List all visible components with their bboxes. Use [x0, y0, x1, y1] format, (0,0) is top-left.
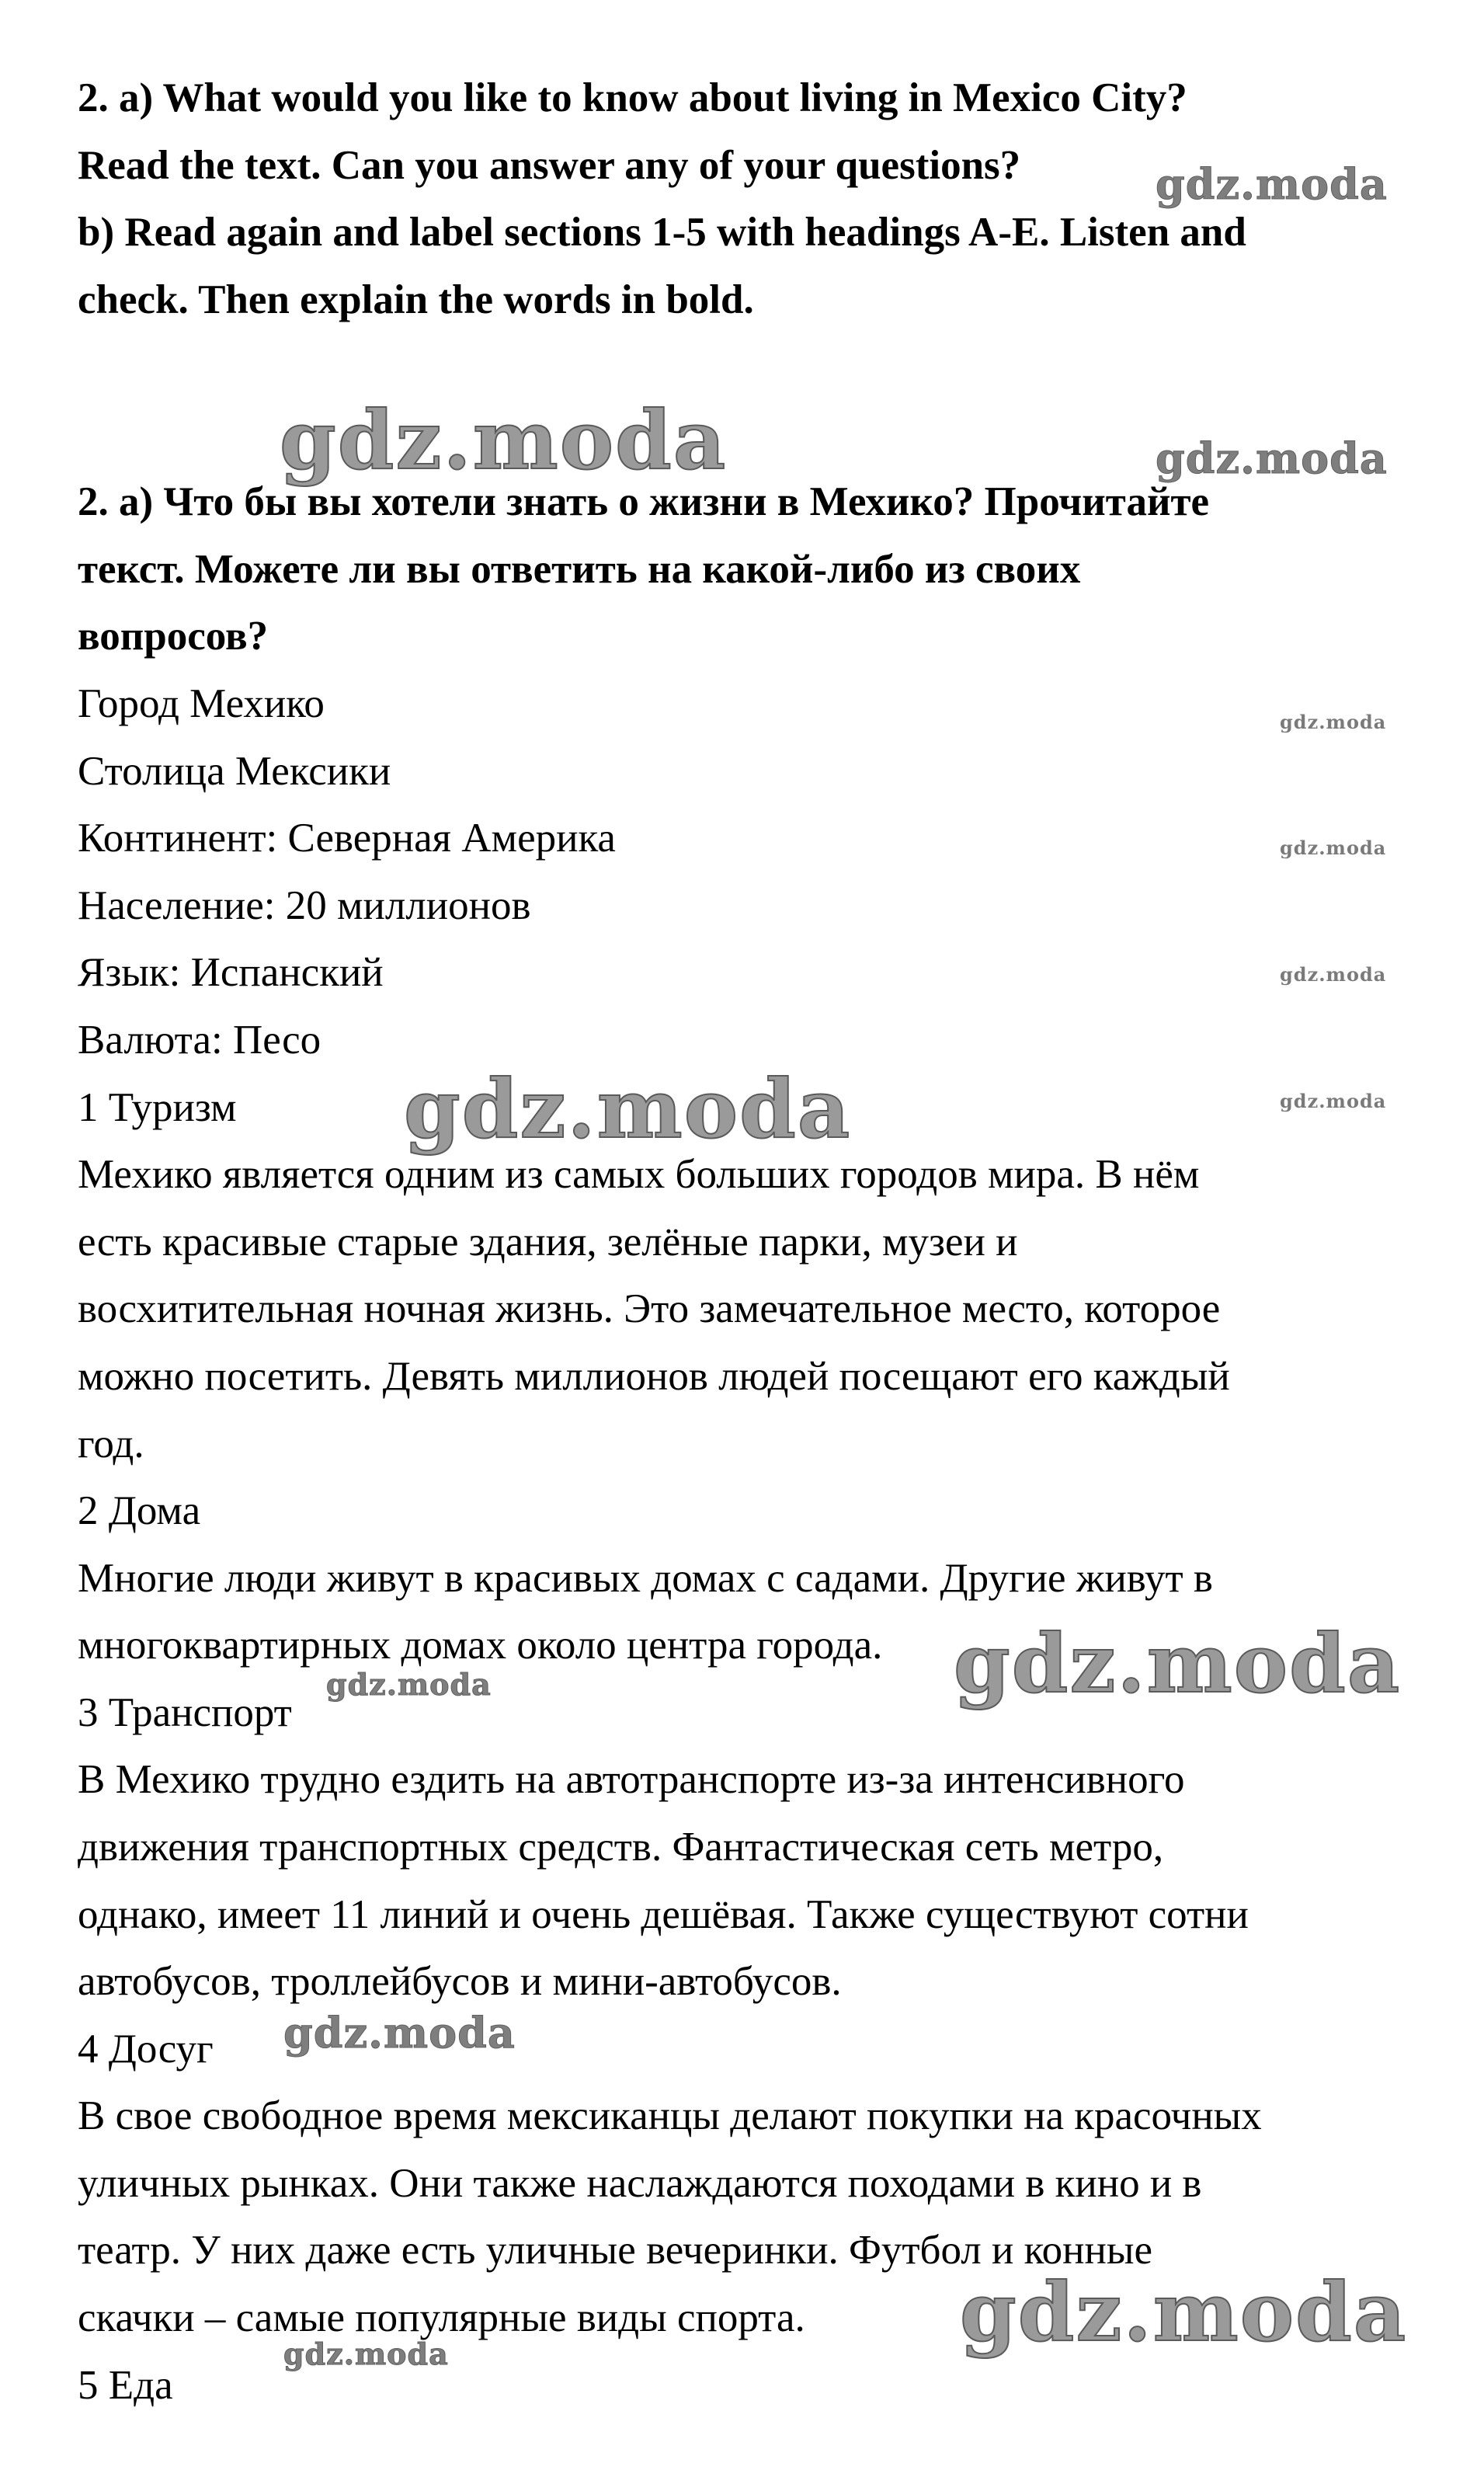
task-ru-line-3: вопросов?	[78, 614, 269, 659]
section-text-line: театр. У них даже есть уличные вечеринки. Футбол и конные	[78, 2228, 1153, 2273]
watermark: gdz.moda	[1156, 433, 1388, 483]
section-text-line: движения транспортных средств. Фантастическая сеть метро,	[78, 1825, 1164, 1870]
section-text-line: есть красивые старые здания, зелёные парки, музеи и	[78, 1219, 1018, 1265]
watermark: gdz.moda	[960, 2264, 1408, 2360]
watermark: gdz.moda	[283, 2336, 449, 2371]
section-heading-transport: 3 Транспорт	[78, 1690, 292, 1735]
fact-continent: Континент: Северная Америка	[78, 816, 616, 861]
section-heading-homes: 2 Дома	[78, 1488, 201, 1533]
fact-currency: Валюта: Песо	[78, 1018, 321, 1063]
task-ru-line-1: 2. а) Что бы вы хотели знать о жизни в Мехико? Прочитайте	[78, 479, 1210, 524]
section-text-line: В свое свободное время мексиканцы делают покупки на красочных	[78, 2093, 1262, 2138]
section-heading-leisure: 4 Досуг	[78, 2027, 214, 2072]
task-en-line-2: Read the text. Can you answer any of your questions?	[78, 143, 1021, 188]
watermark: gdz.moda	[326, 1667, 492, 1702]
section-heading-food: 5 Еда	[78, 2363, 173, 2408]
section-text-line: однако, имеет 11 линий и очень дешёвая. Также существуют сотни	[78, 1892, 1249, 1937]
section-text-line: Многие люди живут в красивых домах с садами. Другие живут в	[78, 1556, 1213, 1601]
watermark: gdz.moda	[283, 2008, 516, 2058]
section-text-line: скачки – самые популярные виды спорта.	[78, 2295, 805, 2340]
section-text-line: можно посетить. Девять миллионов людей посещают его каждый	[78, 1354, 1230, 1399]
fact-language: Язык: Испанский	[78, 950, 384, 995]
watermark: gdz.moda	[404, 1061, 852, 1157]
watermark: gdz.moda	[1280, 1090, 1387, 1112]
section-text-line: В Мехико трудно ездить на автотранспорте из-за интенсивного	[78, 1757, 1185, 1802]
task-en-line-4: check. Then explain the words in bold.	[78, 277, 754, 322]
watermark: gdz.moda	[1280, 711, 1387, 733]
task-ru-line-2: текст. Можете ли вы ответить на какой-либо из своих	[78, 547, 1081, 592]
watermark: gdz.moda	[1156, 159, 1388, 209]
section-text-line: уличных рынках. Они также наслаждаются походами в кино и в	[78, 2161, 1202, 2206]
watermark: gdz.moda	[280, 392, 728, 488]
section-heading-tourism: 1 Туризм	[78, 1085, 237, 1130]
fact-city: Город Мехико	[78, 681, 325, 726]
section-text-line: год.	[78, 1421, 144, 1466]
task-en-line-3: b) Read again and label sections 1-5 with headings A-E. Listen and	[78, 210, 1246, 255]
section-text-line: восхитительная ночная жизнь. Это замечательное место, которое	[78, 1286, 1221, 1331]
fact-capital: Столица Мексики	[78, 749, 391, 794]
watermark: gdz.moda	[1280, 963, 1387, 986]
section-text-line: автобусов, троллейбусов и мини-автобусов.	[78, 1959, 842, 2004]
watermark: gdz.moda	[1280, 837, 1387, 859]
task-en-line-1: 2. a) What would you like to know about living in Mexico City?	[78, 75, 1187, 120]
watermark: gdz.moda	[954, 1616, 1402, 1711]
section-text-line: многоквартирных домах около центра города.	[78, 1623, 883, 1668]
fact-population: Население: 20 миллионов	[78, 883, 531, 928]
section-text-line: Мехико является одним из самых больших городов мира. В нём	[78, 1152, 1200, 1197]
